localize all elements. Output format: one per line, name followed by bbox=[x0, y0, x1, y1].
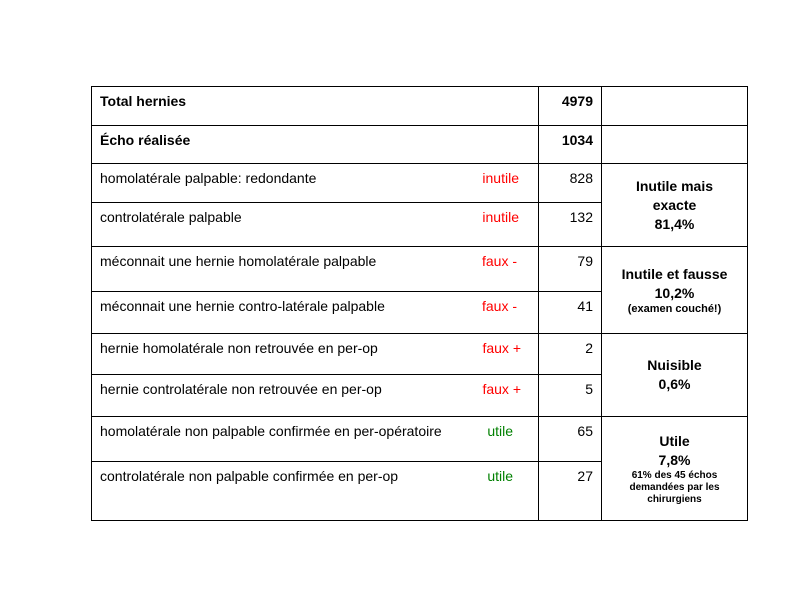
summary-nuisible: Nuisible 0,6% bbox=[602, 334, 748, 417]
empty-cell bbox=[602, 126, 748, 164]
row-tag: faux - bbox=[481, 253, 517, 269]
row-tag: faux - bbox=[481, 298, 517, 314]
row-tag: inutile bbox=[482, 170, 519, 186]
row-label: méconnait une hernie homolatérale palpable bbox=[100, 253, 377, 269]
table-row-total bbox=[92, 87, 748, 126]
summary-inutile-exacte: Inutile mais exacte 81,4% bbox=[602, 164, 748, 247]
row-label: méconnait une hernie contro-latérale palpable bbox=[100, 298, 385, 314]
row-value: 65 bbox=[539, 417, 602, 462]
table-row bbox=[92, 417, 748, 462]
empty-cell bbox=[602, 87, 748, 126]
total-label: Total hernies bbox=[92, 87, 539, 126]
row-value: 132 bbox=[539, 203, 602, 247]
row-value: 5 bbox=[539, 375, 602, 417]
table-row bbox=[92, 334, 748, 375]
table-row bbox=[92, 247, 748, 292]
row-tag: faux + bbox=[482, 340, 521, 356]
echo-label: Écho réalisée bbox=[92, 126, 539, 164]
table-row-echo bbox=[92, 126, 748, 164]
summary-utile: Utile 7,8% 61% des 45 échos demandées par les chirurgiens bbox=[602, 417, 748, 521]
row-label: hernie controlatérale non retrouvée en per-op bbox=[100, 381, 382, 397]
row-value: 27 bbox=[539, 462, 602, 521]
row-tag: inutile bbox=[482, 209, 519, 225]
row-label: controlatérale palpable bbox=[100, 209, 242, 225]
row-value: 41 bbox=[539, 292, 602, 334]
row-tag: faux + bbox=[482, 381, 521, 397]
row-value: 79 bbox=[539, 247, 602, 292]
row-tag: utile bbox=[487, 423, 513, 439]
total-value: 4979 bbox=[539, 87, 602, 126]
row-label: homolatérale non palpable confirmée en per-opératoire bbox=[100, 423, 442, 439]
summary-inutile-fausse: Inutile et fausse 10,2% (examen couché!) bbox=[602, 247, 748, 334]
row-label: homolatérale palpable: redondante bbox=[100, 170, 317, 186]
row-value: 828 bbox=[539, 164, 602, 203]
row-label: hernie homolatérale non retrouvée en per-op bbox=[100, 340, 378, 356]
row-label: controlatérale non palpable confirmée en per-op bbox=[100, 468, 399, 484]
table-row bbox=[92, 164, 748, 203]
row-value: 2 bbox=[539, 334, 602, 375]
row-tag: utile bbox=[487, 468, 513, 484]
echo-value: 1034 bbox=[539, 126, 602, 164]
hernia-echo-table bbox=[91, 86, 748, 521]
